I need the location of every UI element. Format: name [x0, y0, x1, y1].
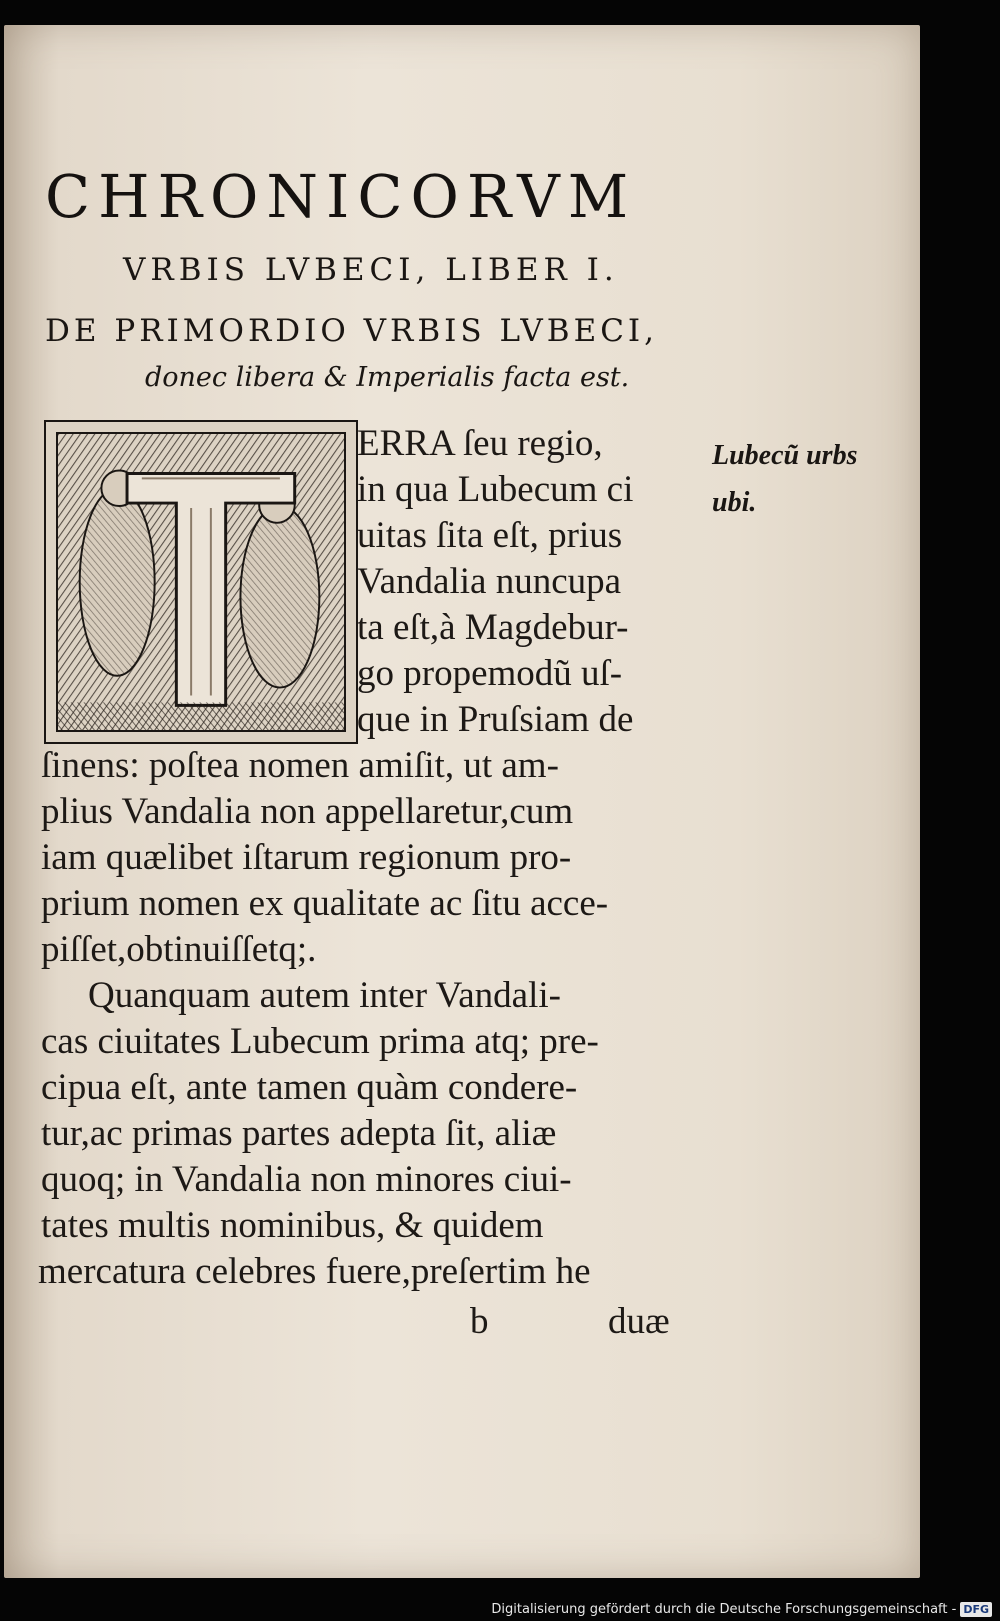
catchword: duæ	[608, 1301, 670, 1342]
margin-note: Lubecũ urbs	[712, 440, 858, 471]
text-line: Vandalia nuncupa	[357, 561, 622, 602]
dfg-logo: DFG	[960, 1602, 992, 1617]
signature-mark: b	[470, 1301, 489, 1342]
text-line: mercatura celebres fuere,preſertim he	[38, 1251, 591, 1292]
initial-frame	[56, 432, 346, 732]
text-line: uitas ſita eſt, prius	[357, 515, 623, 556]
chapter-subheading: donec libera & Imperialis facta est.	[145, 362, 630, 393]
digitization-credit	[491, 1602, 992, 1617]
decorated-initial	[44, 420, 358, 744]
text-line: prium nomen ex qualitate ac ſitu acce-	[41, 883, 609, 924]
text-line: ta eſt,à Magdebur-	[357, 607, 629, 648]
woodcut-illustration	[58, 434, 344, 730]
text-line: iam quælibet iſtarum regionum pro-	[41, 837, 572, 878]
text-line: cipua eſt, ante tamen quàm condere-	[41, 1067, 578, 1108]
chapter-heading: DE PRIMORDIO VRBIS LVBECI,	[45, 313, 659, 349]
text-line: que in Pruſsiam de	[357, 699, 634, 740]
text-line: go propemodũ uſ-	[357, 653, 623, 694]
text-line: piſſet,obtinuiſſetq;.	[41, 929, 317, 970]
text-line: cas ciuitates Lubecum prima atq; pre-	[41, 1021, 599, 1062]
text-line: Quanquam autem inter Vandali-	[88, 975, 561, 1016]
book-title: CHRONICORVM	[45, 162, 637, 231]
text-line: tates multis nominibus, & quidem	[41, 1205, 544, 1246]
credit-text: Digitalisierung gefördert durch die Deutsche Forschungsgemeinschaft -	[491, 1602, 957, 1617]
text-line: plius Vandalia non appellaretur,cum	[41, 791, 574, 832]
text-line: tur,ac primas partes adepta ſit, aliæ	[41, 1113, 557, 1154]
text-line: ERRA ſeu regio,	[357, 423, 603, 464]
text-line: in qua Lubecum ci	[357, 469, 634, 510]
text-line: ſinens: poſtea nomen amiſit, ut am-	[41, 745, 559, 786]
margin-note: ubi.	[712, 487, 757, 518]
text-line: quoq; in Vandalia non minores ciui-	[41, 1159, 572, 1200]
book-subtitle: VRBIS LVBECI, LIBER I.	[123, 252, 619, 288]
